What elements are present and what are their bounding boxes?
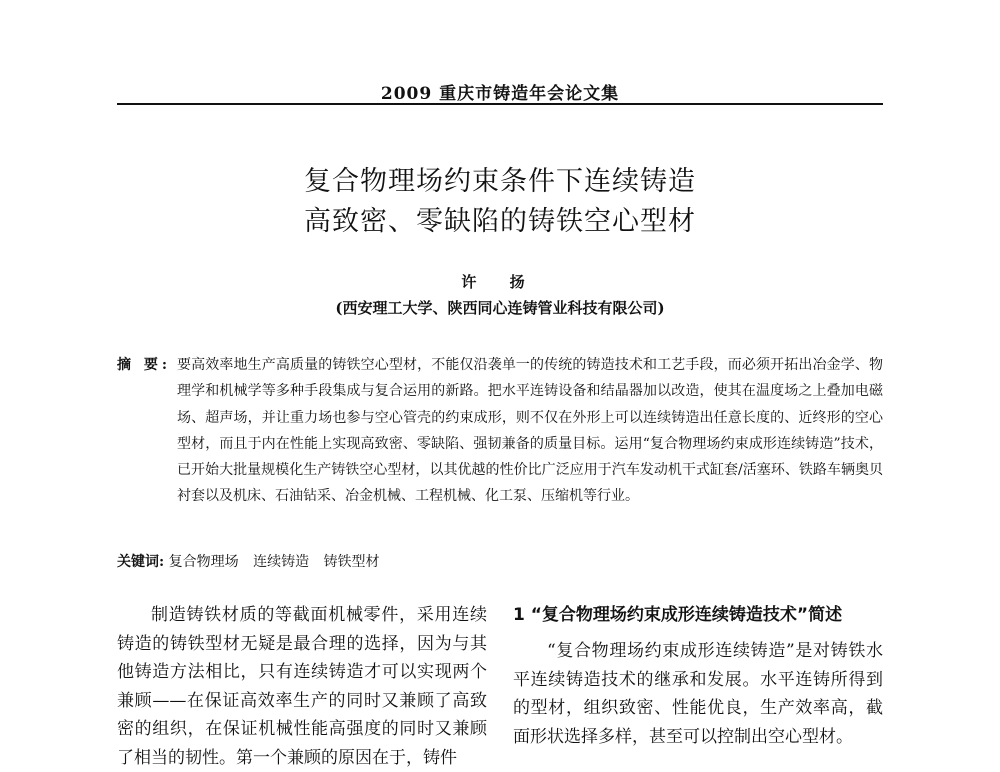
keyword: 铸铁型材 [323,554,380,570]
body-left-column: 制造铸铁材质的等截面机械零件，采用连续铸造的铸铁型材无疑是最合理的选择，因为与其他铸造方法相比，只有连续铸造才可以实现两个兼顾——在保证高效率生产的同时又兼顾了高致密的组织，在保证机械性能高强度的同时又兼顾了相当的韧性。第一个兼顾的原因在于，铸件 [117,605,487,768]
paper-title-line-2: 高致密、零缺陷的铸铁空心型材 [304,206,696,237]
paper-title [0,162,1000,242]
keyword: 复合物理场 [168,554,239,570]
abstract-label: 摘 要: [117,357,172,373]
author-affiliation: (西安理工大学、陕西同心连铸管业科技有限公司) [335,299,665,317]
header-rule [117,103,883,105]
keywords [117,551,883,573]
abstract [117,352,883,510]
body-right-column [513,601,883,751]
section-heading: 1 “复合物理场约束成形连续铸造技术”简述 [513,605,843,625]
author-name: 许 扬 [461,273,539,291]
body-right-paragraph: “复合物理场约束成形连续铸造”是对铸铁水平连续铸造技术的继承和发展。水平连铸所得到的型材，组织致密、性能优良，生产效率高，截面形状选择多样，甚至可以控制出空心型材。 [513,641,883,747]
running-header: 2009 重庆市铸造年会论文集 [380,84,620,104]
keyword: 连续铸造 [253,554,310,570]
paper-title-line-1: 复合物理场约束条件下连续铸造 [304,166,696,197]
keywords-label: 关键词: [117,554,165,570]
abstract-text: 要高效率地生产高质量的铸铁空心型材，不能仅沿袭单一的传统的铸造技术和工艺手段，而必须开拓出冶金学、物理学和机械学等多种手段集成与复合运用的新路。把水平连铸设备和结晶器加以改造，使其在温度场之上叠加电磁场、超声场，并让重力场也参与空心管壳的约束成形，则不仅在外形上可以连续铸造出任意长度的、近终形的空心型材，而且于内在性能上实现高致密、零缺陷、强韧兼备的质量目标。运用“复合物理场约束成形连续铸造”技术，已开始大批量规模化生产铸铁空心型材，以其优越的性价比广泛应用于汽车发动机干式缸套/活塞环、铁路车辆奥贝衬套以及机床、石油钻采、冶金机械、工程机械、化工泵、压缩机等行业。 [177,357,883,505]
